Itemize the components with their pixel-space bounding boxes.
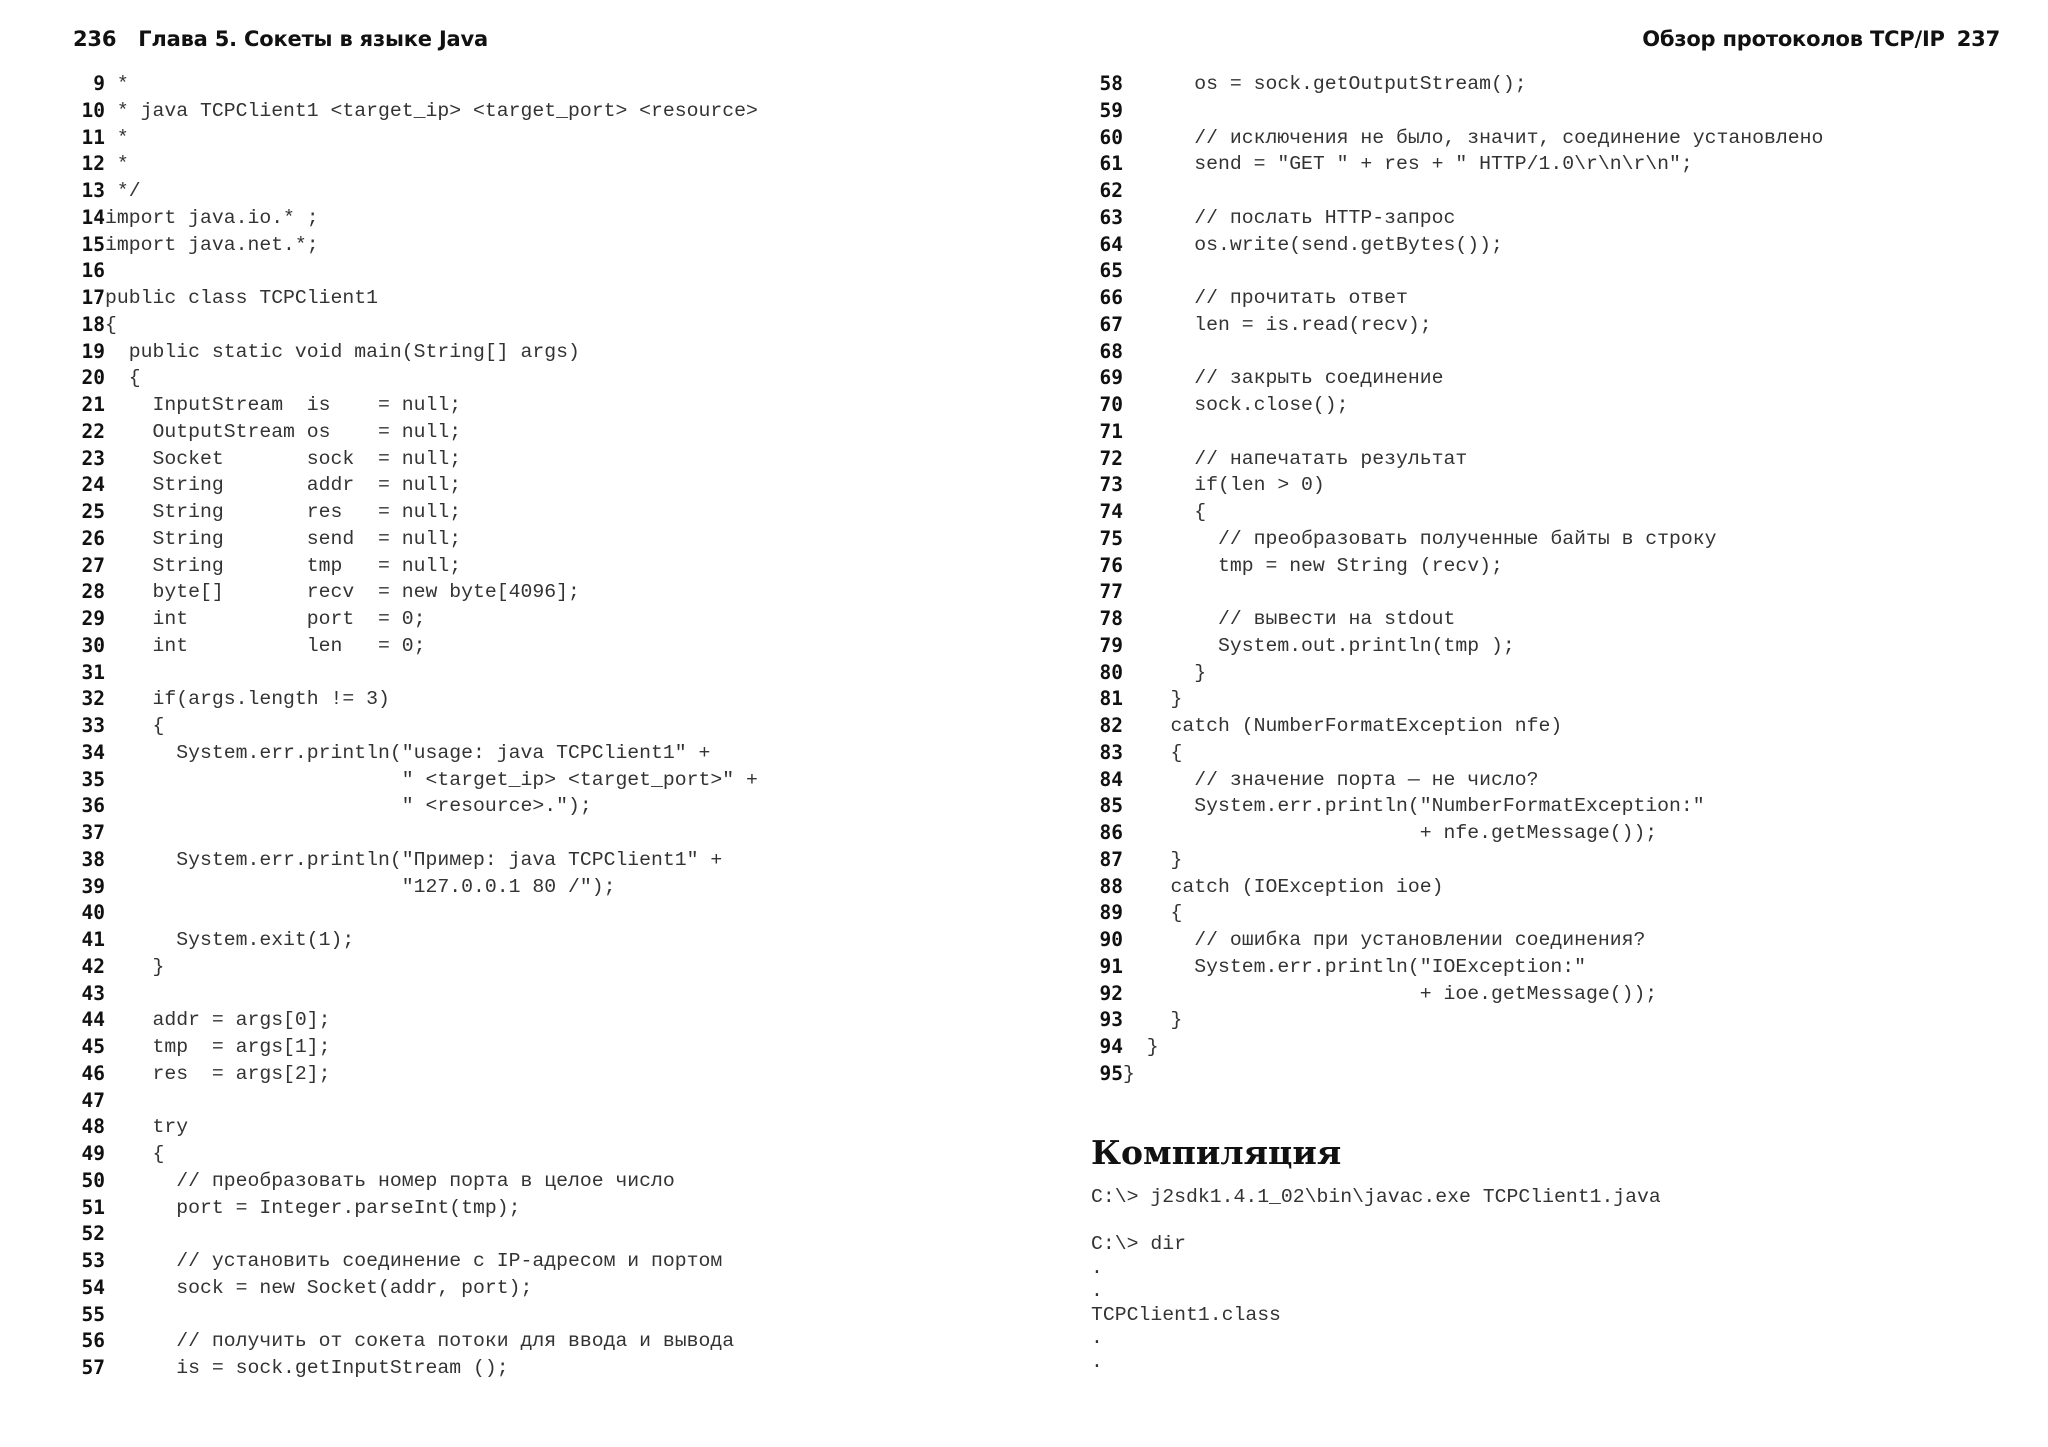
code-text: // значение порта — не число? (1123, 768, 1539, 791)
line-number: 30 (81, 633, 105, 657)
code-text: * (105, 126, 129, 149)
code-line (73, 205, 758, 232)
code-line (1091, 339, 1823, 366)
code-line (1091, 579, 1823, 606)
code-line (73, 606, 758, 633)
line-number: 83 (1099, 740, 1123, 764)
line-number: 76 (1099, 553, 1123, 577)
code-line (1091, 499, 1823, 526)
line-number: 57 (81, 1356, 105, 1379)
code-text: String tmp = null; (105, 554, 462, 577)
line-number: 67 (1099, 312, 1123, 336)
section-heading: Компиляция (1091, 1133, 1342, 1172)
code-line (1091, 981, 1823, 1008)
line-number: 25 (81, 500, 105, 523)
code-line (73, 446, 758, 473)
code-line (1091, 419, 1823, 446)
right-code-listing (1091, 71, 1823, 1088)
code-text: System.err.println("usage: java TCPClient1" + (105, 741, 711, 764)
code-text: catch (IOException ioe) (1123, 875, 1444, 898)
code-text: // преобразовать полученные байты в строку (1123, 527, 1717, 550)
code-text: if(len > 0) (1123, 474, 1325, 497)
line-number: 63 (1099, 205, 1123, 229)
code-line (1091, 98, 1823, 125)
code-text: "127.0.0.1 80 /"); (105, 875, 616, 898)
code-line (1091, 954, 1823, 981)
code-line (1091, 686, 1823, 713)
code-text: OutputStream os = null; (105, 420, 462, 443)
line-number: 32 (81, 687, 105, 711)
code-text: sock = new Socket(addr, port); (105, 1276, 533, 1299)
line-number: 60 (1099, 125, 1123, 149)
line-number: 24 (81, 473, 105, 497)
line-number: 45 (81, 1035, 105, 1058)
code-text: System.err.println("IOException:" (1123, 955, 1586, 978)
line-number: 28 (81, 580, 105, 604)
code-text: System.err.println("NumberFormatException:" (1123, 795, 1705, 818)
line-number: 72 (1099, 446, 1123, 470)
code-text: if(args.length != 3) (105, 688, 390, 711)
code-line (1091, 874, 1823, 901)
line-number: 84 (1099, 767, 1123, 791)
code-text: { (105, 313, 117, 336)
code-line (73, 1248, 758, 1275)
line-number: 50 (81, 1168, 105, 1192)
code-text: tmp = new String (recv); (1123, 554, 1503, 577)
code-line (73, 1195, 758, 1222)
line-number: 18 (81, 312, 105, 336)
code-text: sock.close(); (1123, 394, 1349, 416)
code-text: byte[] recv = new byte[4096]; (105, 581, 580, 604)
console-line: . (1091, 1280, 1103, 1302)
line-number: 66 (1099, 286, 1123, 309)
code-line (73, 1034, 758, 1061)
code-line (73, 499, 758, 526)
line-number: 88 (1099, 874, 1123, 898)
code-line (1091, 820, 1823, 847)
line-number: 23 (81, 446, 105, 470)
line-number: 29 (81, 607, 105, 630)
line-number: 39 (81, 874, 105, 898)
line-number: 41 (81, 928, 105, 951)
code-line (1091, 472, 1823, 499)
code-line (73, 125, 758, 152)
code-text: " <resource>."); (105, 795, 592, 818)
line-number: 42 (81, 954, 105, 978)
code-text: public class TCPClient1 (105, 287, 379, 309)
line-number: 85 (1099, 794, 1123, 818)
code-line (73, 1141, 758, 1168)
line-number: 93 (1099, 1008, 1123, 1032)
line-number: 55 (81, 1302, 105, 1326)
code-line (73, 660, 758, 687)
console-line: . (1091, 1350, 1103, 1373)
code-text: // ошибка при установлении соединения? (1123, 929, 1646, 951)
code-text: } (1123, 848, 1183, 871)
line-number: 73 (1099, 473, 1123, 497)
line-number: 35 (81, 767, 105, 791)
code-text: tmp = args[1]; (105, 1036, 331, 1058)
code-line (73, 1114, 758, 1141)
line-number: 54 (81, 1275, 105, 1299)
code-line (73, 151, 758, 178)
code-line (73, 686, 758, 713)
line-number: 92 (1099, 981, 1123, 1005)
code-line (1091, 125, 1823, 152)
code-text: System.exit(1); (105, 929, 355, 951)
code-text: import java.io.* ; (105, 206, 319, 229)
code-text: import java.net.*; (105, 233, 319, 256)
console-line: . (1091, 1327, 1103, 1349)
code-text: String send = null; (105, 527, 462, 550)
console-line: C:\> dir (1091, 1233, 1186, 1255)
console-line: TCPClient1.class (1091, 1303, 1281, 1326)
code-line (1091, 446, 1823, 473)
code-line (73, 1328, 758, 1355)
console-line: . (1091, 1256, 1103, 1279)
line-number: 48 (81, 1115, 105, 1139)
code-line (1091, 606, 1823, 633)
line-number: 78 (1099, 607, 1123, 630)
code-text: String addr = null; (105, 474, 462, 497)
code-line (1091, 312, 1823, 339)
line-number: 61 (1099, 152, 1123, 176)
code-text: + ioe.getMessage()); (1123, 982, 1658, 1005)
code-line (1091, 392, 1823, 419)
code-text: // напечатать результат (1123, 447, 1468, 470)
code-line (73, 365, 758, 392)
code-text: is = sock.getInputStream (); (105, 1357, 509, 1379)
left-page-number: 236 (73, 27, 117, 51)
code-line (73, 98, 758, 125)
code-text: { (1123, 501, 1207, 523)
code-text: send = "GET " + res + " HTTP/1.0\r\n\r\n"; (1123, 153, 1693, 176)
line-number: 33 (81, 714, 105, 737)
code-line (73, 1355, 758, 1382)
line-number: 15 (81, 232, 105, 256)
code-line (1091, 365, 1823, 392)
line-number: 21 (81, 393, 105, 416)
line-number: 64 (1099, 232, 1123, 256)
console-line: C:\> j2sdk1.4.1_02\bin\javac.exe TCPClient1.java (1091, 1186, 1661, 1208)
code-line (73, 954, 758, 981)
line-number: 19 (81, 339, 105, 363)
code-text: } (1123, 688, 1183, 711)
code-line (73, 820, 758, 847)
code-text: String res = null; (105, 501, 462, 523)
code-line (1091, 258, 1823, 285)
line-number: 43 (81, 981, 105, 1005)
console-output (1091, 1186, 1661, 1374)
line-number: 71 (1099, 419, 1123, 443)
code-line (73, 419, 758, 446)
code-text: { (1123, 741, 1183, 764)
code-line (73, 1168, 758, 1195)
code-text: // преобразовать номер порта в целое число (105, 1169, 675, 1192)
code-text: port = Integer.parseInt(tmp); (105, 1196, 521, 1219)
line-number: 47 (81, 1088, 105, 1112)
code-line (1091, 151, 1823, 178)
code-line (1091, 1061, 1823, 1088)
code-text: // получить от сокета потоки для ввода и вывода (105, 1330, 735, 1353)
line-number: 37 (81, 821, 105, 844)
console-line (1091, 1210, 1661, 1234)
code-text: } (105, 955, 165, 978)
code-text: } (1123, 1036, 1159, 1058)
code-line (1091, 927, 1823, 954)
line-number: 68 (1099, 339, 1123, 363)
code-line (73, 847, 758, 874)
code-text: public static void main(String[] args) (105, 340, 580, 363)
line-number: 89 (1099, 901, 1123, 925)
line-number: 87 (1099, 847, 1123, 871)
line-number: 38 (81, 847, 105, 871)
code-text: System.out.println(tmp ); (1123, 634, 1515, 657)
line-number: 34 (81, 740, 105, 764)
code-text: catch (NumberFormatException nfe) (1123, 715, 1563, 737)
code-text: } (1123, 661, 1207, 684)
code-line (73, 981, 758, 1008)
code-text: // прочитать ответ (1123, 287, 1408, 309)
line-number: 17 (81, 286, 105, 309)
code-line (1091, 767, 1823, 794)
line-number: 80 (1099, 660, 1123, 684)
code-line (73, 767, 758, 794)
code-line (1091, 633, 1823, 660)
line-number: 75 (1099, 526, 1123, 550)
code-line (73, 874, 758, 901)
code-line (1091, 285, 1823, 312)
right-page-number: 237 (1956, 27, 2000, 51)
code-text: len = is.read(recv); (1123, 313, 1432, 336)
line-number: 62 (1099, 179, 1123, 202)
code-text: // вывести на stdout (1123, 608, 1456, 630)
line-number: 16 (81, 259, 105, 283)
line-number: 10 (81, 98, 105, 122)
code-line (1091, 205, 1823, 232)
code-text: { (1123, 902, 1183, 925)
line-number: 56 (81, 1329, 105, 1353)
line-number: 40 (81, 901, 105, 925)
code-line (73, 579, 758, 606)
code-text: * (105, 153, 129, 176)
line-number: 82 (1099, 714, 1123, 737)
code-line (1091, 553, 1823, 580)
code-line (1091, 178, 1823, 205)
code-line (1091, 660, 1823, 687)
line-number: 44 (81, 1008, 105, 1032)
line-number: 90 (1099, 928, 1123, 951)
code-line (1091, 526, 1823, 553)
code-line (1091, 1007, 1823, 1034)
code-line (73, 1302, 758, 1329)
code-text: + nfe.getMessage()); (1123, 822, 1658, 844)
code-line (73, 1007, 758, 1034)
code-line (1091, 740, 1823, 767)
right-running-title: Обзор протоколов TCP/IP (1642, 27, 1945, 51)
code-line (73, 232, 758, 259)
left-code-listing (73, 71, 758, 1382)
code-line (73, 392, 758, 419)
line-number: 81 (1099, 687, 1123, 711)
code-line (73, 258, 758, 285)
code-line (73, 633, 758, 660)
line-number: 79 (1099, 633, 1123, 657)
line-number: 59 (1099, 98, 1123, 122)
code-line (73, 1088, 758, 1115)
code-text: InputStream is = null; (105, 394, 462, 416)
code-text: addr = args[0]; (105, 1009, 331, 1032)
code-text: // исключения не было, значит, соединение установлено (1123, 126, 1824, 149)
line-number: 49 (81, 1142, 105, 1165)
line-number: 70 (1099, 393, 1123, 416)
line-number: 31 (81, 660, 105, 684)
code-line (73, 71, 758, 98)
code-text: { (105, 715, 165, 737)
code-line (1091, 232, 1823, 259)
line-number: 27 (81, 553, 105, 577)
code-text: int port = 0; (105, 608, 426, 630)
code-line (73, 900, 758, 927)
code-text: */ (105, 180, 141, 202)
right-page (1024, 0, 2048, 1447)
code-line (73, 1061, 758, 1088)
line-number: 94 (1099, 1035, 1123, 1058)
line-number: 13 (81, 179, 105, 202)
left-running-header (73, 27, 488, 51)
code-text: // послать HTTP-запрос (1123, 206, 1456, 229)
line-number: 12 (81, 152, 105, 176)
line-number: 52 (81, 1222, 105, 1246)
line-number: 65 (1099, 259, 1123, 283)
line-number: 69 (1099, 366, 1123, 390)
code-line (73, 553, 758, 580)
right-running-header (1642, 27, 2000, 51)
code-line (73, 178, 758, 205)
code-text: { (105, 1143, 165, 1165)
code-text: * (105, 73, 129, 95)
code-line (1091, 71, 1823, 98)
code-line (73, 793, 758, 820)
code-line (73, 526, 758, 553)
code-text: { (105, 367, 141, 390)
line-number: 22 (81, 419, 105, 443)
line-number: 58 (1099, 72, 1123, 95)
line-number: 36 (81, 794, 105, 818)
code-line (1091, 713, 1823, 740)
code-text: os.write(send.getBytes()); (1123, 233, 1503, 256)
line-number: 11 (81, 125, 105, 149)
code-line (73, 312, 758, 339)
code-text: res = args[2]; (105, 1062, 331, 1085)
code-line (1091, 1034, 1823, 1061)
line-number: 51 (81, 1195, 105, 1219)
code-text: try (105, 1116, 189, 1139)
code-text: // установить соединение с IP-адресом и портом (105, 1250, 723, 1272)
line-number: 91 (1099, 954, 1123, 978)
code-line (1091, 793, 1823, 820)
code-line (73, 339, 758, 366)
line-number: 26 (81, 526, 105, 550)
line-number: 46 (81, 1061, 105, 1085)
code-line (73, 472, 758, 499)
code-text: } (1123, 1009, 1183, 1032)
line-number: 20 (81, 366, 105, 390)
code-line (73, 713, 758, 740)
code-line (73, 285, 758, 312)
code-text: os = sock.getOutputStream(); (1123, 73, 1527, 95)
code-text: } (1123, 1062, 1135, 1085)
left-running-title: Глава 5. Сокеты в языке Java (138, 27, 488, 51)
code-text: * java TCPClient1 <target_ip> <target_port> <resource> (105, 99, 758, 122)
code-text: int len = 0; (105, 634, 426, 657)
line-number: 53 (81, 1249, 105, 1272)
line-number: 86 (1099, 821, 1123, 844)
code-line (73, 740, 758, 767)
code-line (1091, 847, 1823, 874)
code-line (73, 927, 758, 954)
code-text: " <target_ip> <target_port>" + (105, 768, 758, 791)
code-line (73, 1275, 758, 1302)
line-number: 77 (1099, 580, 1123, 604)
line-number: 74 (1099, 500, 1123, 523)
line-number: 14 (81, 205, 105, 229)
line-number: 9 (93, 72, 105, 95)
code-text: // закрыть соединение (1123, 367, 1444, 390)
code-line (73, 1221, 758, 1248)
code-line (1091, 900, 1823, 927)
line-number: 95 (1099, 1061, 1123, 1085)
code-text: Socket sock = null; (105, 447, 462, 470)
code-text: System.err.println("Пример: java TCPClient1" + (105, 848, 723, 871)
